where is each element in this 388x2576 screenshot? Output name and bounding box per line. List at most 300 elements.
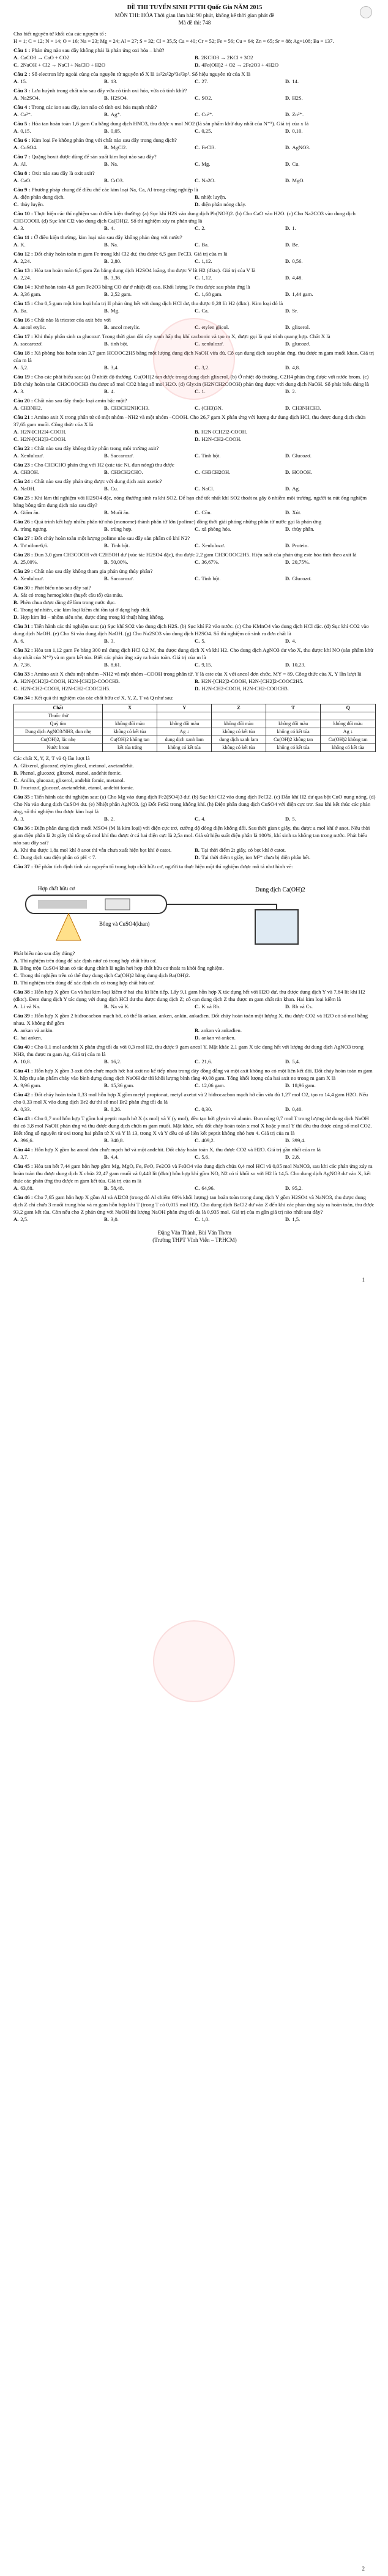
- option-letter: D.: [285, 1106, 291, 1112]
- answer-option: [13, 323, 104, 331]
- table-header-cell: Y: [157, 704, 212, 712]
- question-number: Câu 2 :: [13, 71, 31, 77]
- option-letter: B.: [13, 599, 18, 605]
- answer-option: [104, 815, 195, 822]
- question: [13, 824, 376, 861]
- answer-option: [104, 1216, 195, 1223]
- option-text: 2.: [292, 388, 296, 394]
- answer-option: [285, 404, 376, 411]
- option-letter: C.: [13, 436, 19, 442]
- page-number: 2: [362, 2566, 365, 2572]
- option-letter: C.: [195, 816, 200, 822]
- answer-option: [13, 388, 104, 395]
- question-number: Câu 38 :: [13, 989, 33, 995]
- answer-option: [13, 1034, 195, 1041]
- answer-option: [195, 1137, 285, 1144]
- question-number: Câu 15 :: [13, 300, 33, 306]
- exam-code: Mã đề thi: 748: [178, 20, 211, 26]
- watermark-icon: [153, 318, 235, 400]
- answer-option: [13, 127, 104, 135]
- option-text: 2.: [110, 816, 115, 822]
- option-text: Mg.: [201, 161, 211, 167]
- question-text: [13, 567, 376, 575]
- option-text: CuSO4.: [20, 144, 37, 150]
- question-stem: Phát biểu nào sau đây đúng?: [13, 950, 75, 956]
- question: [13, 988, 376, 1010]
- option-letter: C.: [195, 128, 200, 134]
- logo-icon: [360, 6, 372, 18]
- question: [13, 584, 376, 621]
- option-text: Xenlulozơ.: [201, 542, 225, 548]
- option-letter: B.: [104, 405, 109, 411]
- option-letter: C.: [13, 972, 19, 978]
- answer-option: [13, 111, 104, 118]
- question-number: Câu 21 :: [13, 414, 33, 420]
- option-letter: A.: [13, 194, 19, 200]
- option-letter: B.: [104, 485, 109, 492]
- answer-option: [104, 468, 195, 476]
- option-text: 4.: [110, 225, 115, 231]
- answer-option: [195, 274, 285, 281]
- exam-document: [13, 4, 376, 1244]
- burner-flame: [56, 913, 81, 940]
- answer-option: [104, 1058, 195, 1065]
- option-letter: C.: [195, 1216, 200, 1222]
- option-letter: C.: [195, 469, 200, 475]
- option-letter: B.: [195, 678, 200, 684]
- option-text: điện phân dung dịch.: [20, 194, 65, 200]
- option-letter: B.: [104, 559, 109, 565]
- question-text: [13, 534, 376, 542]
- option-letter: D.: [285, 638, 291, 644]
- option-text: 1.: [201, 388, 206, 394]
- option-letter: D.: [195, 854, 200, 860]
- question-number: Câu 1 :: [13, 47, 31, 53]
- question-number: Câu 41 :: [13, 1068, 33, 1074]
- answer-options: [13, 575, 376, 582]
- answer-options: [13, 509, 376, 516]
- question-stem: Thực hiện các thí nghiệm sau ở điều kiện thường: (a) Sục khí H2S vào dung dịch Pb(NO3)2. (b) Cho CaO vào H2O. (c) Cho Na2CO3 vào dung dịch CH3COOH. (d) Sục khí Cl2 vào dung dịch Ca(OH)2. Số thí nghiệm xảy ra phản ứng là: [13, 210, 356, 224]
- option-letter: B.: [104, 1106, 109, 1112]
- option-letter: C.: [195, 388, 200, 394]
- option-letter: D.: [285, 485, 291, 492]
- option-text: Dung dịch sau điện phân có pH < 7.: [20, 854, 97, 860]
- question-number: Câu 46 :: [13, 1194, 33, 1200]
- answer-option: [13, 1082, 104, 1089]
- option-text: 4,48.: [292, 275, 303, 281]
- option-letter: C.: [195, 559, 200, 565]
- option-text: Mg.: [110, 308, 119, 314]
- table-cell: không đổi màu: [102, 720, 157, 728]
- question-number: Câu 18 :: [13, 350, 33, 356]
- question-number: Câu 32 :: [13, 647, 33, 653]
- option-letter: A.: [13, 1027, 19, 1033]
- answer-option: [285, 637, 376, 644]
- option-letter: C.: [195, 526, 200, 532]
- option-letter: D.: [285, 526, 291, 532]
- question-stem: Chất nào sau đây không thủy phân trong môi trường axit?: [34, 445, 159, 451]
- option-text: ancol etylic.: [20, 324, 47, 330]
- answer-option: [104, 94, 195, 101]
- option-letter: C.: [195, 1058, 200, 1065]
- question-stem: Hòa tan hết 7,44 gam hỗn hợp gồm Mg, MgO, Fe, FeO, Fe2O3 và Fe3O4 vào dung dịch chứa 0,4 mol HCl và 0,05 mol NaNO3, sau khi các phản ứng xảy ra hoàn toàn thu được dung dịch X chứa 22,47 gam muối và 0,448 lít (đktc) hỗn hợp khí gồm NO, N2 có tỉ khối so với H2 là 14,5. Cho dung dịch AgNO3 dư vào X, kết thúc các phản ứng thu được m gam kết tủa. Giá trị của m là: [13, 1163, 373, 1184]
- option-letter: A.: [13, 1058, 19, 1065]
- option-text: H2N-[CH2]2-COOH, H2N-[CH2]2-COOC2H5.: [201, 678, 304, 684]
- option-letter: B.: [13, 965, 18, 971]
- option-letter: A.: [13, 388, 19, 394]
- question: [13, 153, 376, 168]
- option-text: 64,96.: [201, 1185, 215, 1191]
- question-stem: Phương pháp chung để điều chế các kim loại Na, Ca, Al trong công nghiệp là: [31, 186, 198, 193]
- question-number: Câu 37 :: [13, 863, 33, 869]
- question-text: [13, 1194, 376, 1216]
- option-text: 340,8.: [110, 1137, 124, 1143]
- option-text: 3,4.: [110, 364, 119, 371]
- answer-options: [13, 1137, 376, 1144]
- option-letter: C.: [195, 324, 200, 330]
- option-letter: D.: [285, 128, 291, 134]
- question-stem: Hỗn hợp X gồm 2 hiđrocacbon mạch hở, có thể là ankan, anken, ankin, ankađien. Đốt cháy hoàn toàn một lượng X, thu được CO2 và H2O có số mol bằng nhau. X không thể gồm: [13, 1013, 368, 1026]
- option-text: Tinh bột.: [201, 452, 221, 459]
- option-letter: C.: [195, 341, 200, 347]
- option-letter: D.: [285, 111, 291, 117]
- question-number: Câu 34 :: [13, 695, 33, 701]
- option-text: Hợp kim liti – nhôm siêu nhẹ, được dùng trong kĩ thuật hàng không.: [20, 614, 165, 620]
- question-text: [13, 551, 376, 558]
- answer-option: [13, 964, 376, 972]
- question-stem: Chất nào sau đây thuộc loại amin bậc một?: [34, 397, 127, 404]
- option-letter: D.: [285, 144, 291, 150]
- question-text: [13, 1115, 376, 1137]
- answer-options: [13, 1082, 376, 1089]
- option-text: 0,26.: [110, 1106, 122, 1112]
- question: [13, 103, 376, 118]
- question: [13, 1146, 376, 1161]
- answer-option: [285, 1184, 376, 1192]
- table-header-cell: Z: [212, 704, 266, 712]
- answer-options: [13, 957, 376, 986]
- answer-option: [13, 784, 376, 791]
- option-letter: C.: [195, 258, 200, 264]
- option-text: 5.: [292, 816, 296, 822]
- option-letter: C.: [13, 685, 19, 692]
- option-letter: A.: [13, 1106, 19, 1112]
- option-text: Xenlulozơ.: [20, 575, 44, 581]
- answer-option: [13, 1105, 104, 1113]
- answer-option: [195, 1105, 285, 1113]
- option-letter: C.: [195, 1185, 200, 1191]
- option-letter: C.: [195, 225, 200, 231]
- question-number: Câu 39 :: [13, 1013, 33, 1019]
- answer-option: [285, 307, 376, 314]
- option-text: 4Fe(OH)2 + O2 → 2Fe2O3 + 4H2O: [201, 62, 279, 68]
- question: [13, 70, 376, 85]
- option-letter: D.: [285, 324, 291, 330]
- option-letter: C.: [13, 201, 19, 207]
- question-stem: Cho CH3CHO phản ứng với H2 (xúc tác Ni, đun nóng) thu được: [34, 462, 174, 468]
- question: [13, 1115, 376, 1144]
- option-text: 25,00%.: [20, 559, 39, 565]
- option-letter: D.: [285, 405, 291, 411]
- option-text: 4.: [110, 388, 115, 394]
- answer-option: [195, 435, 376, 443]
- question: [13, 250, 376, 265]
- table-cell: không có kết tủa: [212, 728, 266, 736]
- answer-option: [104, 558, 195, 566]
- option-letter: A.: [13, 509, 19, 515]
- option-letter: D.: [285, 1082, 291, 1088]
- answer-option: [104, 542, 195, 549]
- option-text: Ba.: [201, 242, 209, 248]
- watermark-icon: [153, 1620, 235, 1702]
- option-text: Glucozơ.: [292, 575, 312, 581]
- answer-option: [195, 1153, 285, 1161]
- answer-option: [195, 1034, 376, 1041]
- answer-option: [195, 201, 376, 208]
- question: [13, 1162, 376, 1192]
- author-school: (Trường THPT Vĩnh Viễn – TP.HCM): [152, 1237, 237, 1243]
- question: [13, 567, 376, 582]
- option-letter: B.: [104, 242, 109, 248]
- page-number: 1: [362, 1277, 365, 1283]
- option-text: Be.: [292, 242, 300, 248]
- exam-title: ĐỀ THI TUYỂN SINH PTTH Quốc Gia NĂM 2015: [127, 4, 263, 11]
- question-text: [13, 622, 376, 637]
- table-cell: Nước brom: [14, 744, 103, 752]
- answer-option: [13, 274, 104, 281]
- answer-option: [13, 1027, 195, 1034]
- question-number: Câu 6 :: [13, 137, 31, 143]
- answer-option: [285, 94, 376, 101]
- option-letter: D.: [13, 614, 19, 620]
- question: [13, 120, 376, 135]
- option-letter: A.: [13, 452, 19, 459]
- question-number: Câu 3 :: [13, 87, 31, 94]
- answer-option: [104, 1082, 195, 1089]
- question-text: [13, 210, 376, 224]
- question-number: Câu 23 :: [13, 462, 33, 468]
- answer-option: [285, 1058, 376, 1065]
- option-text: Fructozơ, glucozơ, axetanđehit, etanol, anđehit fomic.: [20, 784, 135, 791]
- answer-option: [104, 1003, 195, 1010]
- option-letter: A.: [13, 429, 19, 435]
- table-cell: Cu(OH)2 không tan: [102, 736, 157, 744]
- option-letter: D.: [195, 1035, 200, 1041]
- question-stem: Đốt cháy hoàn toàn 0,33 mol hỗn hợp X gồm metyl propionat, metyl axetat và 2 hiđrocacbon mạch hở cần vừa đủ 1,27 mol O2, tạo ra 14,4 gam H2O. Nếu cho 0,33 mol X vào dung dịch Br2 dư thì số mol Br2 phản ứng tối đa là: [13, 1091, 368, 1105]
- option-text: 0,10.: [292, 128, 303, 134]
- answer-option: [13, 224, 104, 232]
- question-text: [13, 186, 376, 193]
- option-text: ankan và ankin.: [20, 1027, 54, 1033]
- option-text: 14.: [292, 78, 299, 84]
- answer-options: [13, 591, 376, 621]
- option-text: 5,2.: [20, 364, 29, 371]
- option-text: H2N-CH2-COOH.: [201, 436, 242, 442]
- label-solution: Dung dịch Ca(OH)2: [255, 887, 305, 893]
- author-names: Đặng Văn Thành, Bùi Văn Thơm: [157, 1230, 232, 1236]
- answer-options: [13, 428, 376, 443]
- question-stem: Phản ứng nào sau đây không phải là phản ứng oxi hóa – khử?: [31, 47, 165, 53]
- answer-option: [13, 193, 195, 201]
- option-letter: B.: [104, 1216, 109, 1222]
- table-cell: dung dịch xanh lam: [212, 736, 266, 744]
- option-text: 2,24.: [20, 275, 31, 281]
- answer-option: [285, 1003, 376, 1010]
- option-letter: D.: [285, 816, 291, 822]
- answer-options: [13, 661, 376, 668]
- answer-option: [285, 160, 376, 168]
- answer-option: [285, 575, 376, 582]
- question-stem: Lưu huỳnh trong chất nào sau đây vừa có tính oxi hóa, vừa có tính khử?: [31, 87, 187, 94]
- option-letter: A.: [13, 1082, 19, 1088]
- question-text: [13, 250, 376, 257]
- option-letter: B.: [104, 388, 109, 394]
- option-letter: D.: [285, 78, 291, 84]
- option-text: Phenol, glucozơ, glixerol, etanol, anđehit fomic.: [20, 770, 122, 776]
- answer-option: [104, 307, 195, 314]
- table-cell: không đổi màu: [266, 720, 321, 728]
- option-letter: A.: [13, 662, 19, 668]
- answer-option: [195, 144, 285, 151]
- question: [13, 46, 376, 68]
- option-letter: A.: [13, 1216, 19, 1222]
- option-letter: D.: [195, 436, 200, 442]
- option-text: 8,61.: [110, 662, 122, 668]
- option-text: 2,5.: [20, 1216, 29, 1222]
- footer: [13, 1229, 376, 1244]
- option-text: tinh bột.: [110, 341, 129, 347]
- question-stem: Cho các phát biểu sau: (a) Ở nhiệt độ thường, Cu(OH)2 tan được trong dung dịch glixerol. (b) Ở nhiệt độ thường, C2H4 phản ứng được với nước brom. (c) Đốt cháy hoàn toàn CH3COOCH3 thu được số mol CO2 bằng số mol H2O. (d) Glyxin (H2NCH2COOH) phản ứng được với dung dịch NaOH. Số phát biểu đúng là: [13, 374, 369, 387]
- question-text: [13, 1162, 376, 1184]
- option-text: CH3OH.: [20, 469, 40, 475]
- option-text: CH3CH2OH.: [201, 469, 231, 475]
- answer-option: [285, 290, 376, 298]
- answer-options: [13, 144, 376, 151]
- option-letter: A.: [13, 762, 19, 769]
- exam-subject: MÔN THI: HÓA Thời gian làm bài: 90 phút, không kể thời gian phát đề: [114, 12, 275, 18]
- answer-option: [195, 509, 285, 516]
- question: [13, 234, 376, 248]
- option-letter: D.: [285, 177, 291, 183]
- option-text: ankan và ankađien.: [201, 1027, 242, 1033]
- question-stem: Hỗn hợp X gồm 3 axit đơn chức mạch hở: hai axit no kế tiếp nhau trong dãy đồng đẳng và một axit không no có một liên kết đôi. Đốt cháy hoàn toàn m gam X, hấp thụ sản phẩm cháy vào bình đựng dung dịch NaOH dư thì khối lượng bình tăng 40,08 gam. Tổng khối lượng của hai axit no trong m gam X là: [13, 1068, 373, 1081]
- answer-option: [195, 685, 376, 692]
- answer-option: [13, 307, 104, 314]
- option-text: H2S.: [292, 95, 303, 101]
- answer-option: [104, 1137, 195, 1144]
- option-text: 7,36.: [20, 662, 31, 668]
- question-number: Câu 31 :: [13, 623, 33, 629]
- option-letter: C.: [195, 1137, 200, 1143]
- option-text: 1,12.: [201, 275, 212, 281]
- question-stem: Amino axit X trong phân tử có một nhóm –NH2 và một nhóm –COOH. Cho 26,7 gam X phản ứng với lượng dư dung dịch HCl, thu được dung dịch chứa 37,65 gam muối. Công thức của X là: [13, 414, 366, 427]
- answer-option: [285, 468, 376, 476]
- answer-option: [104, 1153, 195, 1161]
- atomic-masses-block: [13, 30, 376, 45]
- option-letter: D.: [285, 1185, 291, 1191]
- answer-options: [13, 1153, 376, 1161]
- option-text: 1,5.: [292, 1216, 300, 1222]
- question: [13, 1194, 376, 1223]
- option-text: Ca.: [201, 308, 209, 314]
- answer-option: [195, 177, 285, 184]
- option-letter: B.: [104, 452, 109, 459]
- answer-option: [195, 1184, 285, 1192]
- answer-option: [195, 846, 376, 854]
- option-letter: B.: [104, 177, 109, 183]
- answer-option: [104, 160, 195, 168]
- option-letter: C.: [195, 161, 200, 167]
- option-text: H2SO4.: [110, 95, 128, 101]
- answer-option: [13, 854, 195, 861]
- answer-options: [13, 1216, 376, 1223]
- option-text: 3,36.: [110, 275, 122, 281]
- option-text: NaCl.: [201, 485, 214, 492]
- answer-option: [195, 661, 285, 668]
- option-letter: A.: [13, 559, 19, 565]
- option-text: Thí nghiệm trên dùng để xác định clo có trong hợp chất hữu cơ.: [20, 980, 155, 986]
- answer-option: [104, 509, 195, 516]
- question-stem: Tiến hành các thí nghiệm sau: (a) Cho Mg vào dung dịch Fe2(SO4)3 dư. (b) Sục khí Cl2 vào dung dịch FeCl2. (c) Dẫn khí H2 dư qua bột CuO nung nóng. (d) Cho Na vào dung dịch CuSO4 dư. (e) Nhiệt phân AgNO3. (g) Đốt FeS2 trong không khí. (h) Điện phân dung dịch CuSO4 với điện cực trơ. Sau khi kết thúc các phản ứng, số thí nghiệm thu được kim loại là: [13, 794, 376, 814]
- option-letter: D.: [285, 542, 291, 548]
- option-letter: C.: [195, 575, 200, 581]
- option-text: 27.: [201, 78, 209, 84]
- cotton-plug: [105, 899, 130, 910]
- option-text: glucozơ.: [292, 341, 310, 347]
- answer-option: [104, 224, 195, 232]
- question-number: Câu 24 :: [13, 478, 33, 484]
- question-number: Câu 11 :: [13, 234, 33, 240]
- question-stem: Cho 0,7 mol hỗn hợp T gồm hai peptit mạch hở X (x mol) và Y (y mol), đều tạo bởi glyxin và alanin. Đun nóng 0,7 mol T trong lượng dư dung dịch NaOH thì có 3,8 mol NaOH phản ứng và thu được dung dịch chứa m gam muối. Mặt khác, nếu đốt cháy hoàn toàn x mol X hoặc y mol Y thì đều thu được cùng số mol CO2. Biết tổng số nguyên tử oxi trong hai phân tử X và Y là 13, trong X và Y đều có số liên kết peptit không nhỏ hơn 4. Giá trị của m là: [13, 1115, 372, 1136]
- option-text: 10,23.: [292, 662, 305, 668]
- option-letter: B.: [104, 324, 109, 330]
- option-text: 50,00%.: [110, 559, 129, 565]
- option-letter: C.: [195, 405, 200, 411]
- option-letter: A.: [13, 275, 19, 281]
- option-text: Trong tự nhiên, các kim loại kiềm chỉ tồn tại ở dạng hợp chất.: [20, 607, 151, 613]
- option-text: 0,40.: [292, 1106, 303, 1112]
- answer-option: [104, 637, 195, 644]
- option-text: điện phân nóng chảy.: [201, 201, 247, 207]
- option-letter: D.: [285, 1137, 291, 1143]
- answer-options: [13, 54, 376, 68]
- answer-option: [195, 485, 285, 492]
- question-number: Câu 8 :: [13, 170, 31, 176]
- option-letter: C.: [195, 242, 200, 248]
- option-letter: D.: [285, 469, 291, 475]
- table-cell: không đổi màu: [157, 720, 212, 728]
- option-text: CaO.: [20, 177, 32, 183]
- question-text: [13, 153, 376, 160]
- answer-option: [13, 428, 195, 435]
- option-text: 4.: [292, 638, 296, 644]
- option-text: Thí nghiệm trên dùng để xác định nitơ có trong hợp chất hữu cơ.: [20, 958, 157, 964]
- option-letter: A.: [13, 364, 19, 371]
- question: [13, 551, 376, 566]
- option-text: CH3CH2NHCH3.: [110, 405, 150, 411]
- label-compound: Hợp chất hữu cơ: [38, 885, 75, 891]
- question-text: [13, 1146, 376, 1153]
- answer-options: [13, 485, 376, 492]
- answer-option: [13, 957, 376, 964]
- option-text: Phèn chua được dùng để làm trong nước đục.: [20, 599, 116, 605]
- question: [13, 622, 376, 644]
- table-cell: [102, 712, 157, 720]
- option-text: 3.: [20, 225, 24, 231]
- answer-option: [195, 54, 376, 61]
- option-letter: A.: [13, 592, 19, 598]
- option-text: K.: [20, 242, 26, 248]
